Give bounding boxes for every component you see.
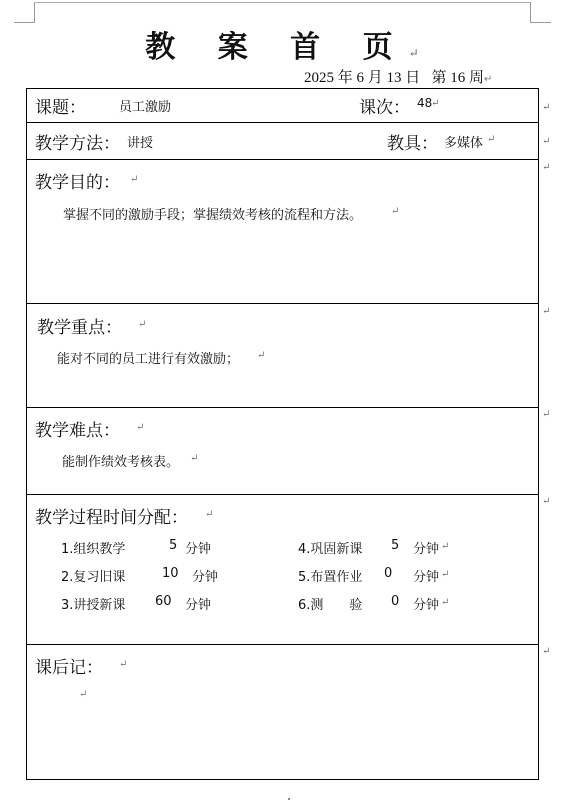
- paragraph-mark: ↵: [257, 350, 266, 361]
- paragraph-mark: ↵: [130, 174, 139, 185]
- allocation-item-unit: 分钟: [185, 542, 212, 557]
- lesson-date: 2025 年 6 月 13 日: [304, 70, 421, 86]
- method-label: 教学方法：: [35, 134, 120, 154]
- objectives-text: 掌握不同的激励手段；掌握绩效考核的流程和方法。: [63, 208, 363, 223]
- tools-value: 多媒体: [444, 136, 484, 151]
- allocation-item-minutes: 10: [162, 566, 179, 581]
- row-end-mark: ↵: [542, 306, 551, 317]
- method-value: 讲授: [127, 136, 154, 151]
- time-allocation-label: 教学过程时间分配：: [35, 508, 188, 528]
- paragraph-mark: ↵: [136, 422, 145, 433]
- session-label: 课次：: [359, 98, 410, 118]
- paragraph-mark: ↵: [408, 46, 419, 60]
- afterclass-section: [27, 645, 538, 779]
- allocation-item-name: 4.巩固新课: [298, 542, 363, 557]
- row-end-mark: ↵: [542, 409, 551, 420]
- page-corner-mark-top-left: [14, 2, 35, 23]
- objectives-section: [27, 160, 538, 304]
- lesson-plan-table: [26, 88, 539, 780]
- allocation-item-name: 3.讲授新课: [61, 598, 126, 613]
- allocation-item-minutes: 60: [155, 594, 172, 609]
- row-end-mark: ↵: [542, 496, 551, 507]
- allocation-item-name: 1.组织教学: [61, 542, 126, 557]
- paragraph-mark: ↵: [441, 597, 450, 608]
- afterclass-label: 课后记：: [35, 658, 103, 678]
- page-header-line: [34, 2, 530, 3]
- keypoints-text: 能对不同的员工进行有效激励；: [57, 352, 240, 367]
- allocation-item-unit: 分钟: [192, 570, 219, 585]
- page-title: 教 案 首 页↵: [145, 30, 419, 65]
- row-end-mark: ↵: [542, 136, 551, 147]
- method-row: [27, 123, 538, 160]
- paragraph-mark: ↵: [79, 689, 88, 700]
- session-value: 48: [417, 96, 433, 110]
- allocation-item-minutes: 0: [391, 594, 400, 609]
- page-corner-mark-top-right: [530, 2, 551, 23]
- allocation-item-minutes: 5: [169, 538, 178, 553]
- difficulties-section: [27, 408, 538, 495]
- topic-value: 员工激励: [119, 100, 172, 115]
- paragraph-mark: ↵: [441, 541, 450, 552]
- row-end-mark: ↵: [542, 102, 551, 113]
- difficulties-text: 能制作绩效考核表。: [62, 455, 180, 470]
- paragraph-mark: ↵: [205, 509, 214, 520]
- paragraph-mark: ↵: [391, 206, 400, 217]
- time-allocation-section: [27, 495, 538, 645]
- date-line: [304, 66, 492, 87]
- allocation-item-minutes: 5: [391, 538, 400, 553]
- topic-label: 课题：: [35, 98, 86, 118]
- page-bottom-dot: [288, 798, 290, 800]
- keypoints-label: 教学重点：: [37, 318, 122, 338]
- paragraph-mark: ↵: [487, 134, 496, 145]
- objectives-label: 教学目的：: [35, 173, 120, 193]
- paragraph-mark: ↵: [138, 319, 147, 330]
- row-end-mark: ↵: [542, 162, 551, 173]
- difficulties-label: 教学难点：: [35, 421, 120, 441]
- allocation-item-unit: 分钟: [413, 598, 440, 613]
- paragraph-mark: ↵: [190, 453, 199, 464]
- allocation-item-unit: 分钟: [185, 598, 212, 613]
- paragraph-mark: ↵: [441, 569, 450, 580]
- allocation-item-name: 5.布置作业: [298, 570, 363, 585]
- paragraph-mark: ↵: [119, 659, 128, 670]
- keypoints-section: [27, 304, 538, 408]
- allocation-item-name: 2.复习旧课: [61, 570, 126, 585]
- paragraph-mark: ↵: [484, 74, 493, 85]
- allocation-item-name: 6.测 验: [298, 598, 363, 613]
- paragraph-mark: ↵: [431, 98, 440, 109]
- topic-row: [27, 89, 538, 123]
- row-end-mark: ↵: [542, 646, 551, 657]
- allocation-item-minutes: 0: [384, 566, 393, 581]
- tools-label: 教具：: [387, 134, 438, 154]
- lesson-week: 第 16 周: [431, 70, 485, 86]
- allocation-item-unit: 分钟: [413, 542, 440, 557]
- allocation-item-unit: 分钟: [413, 570, 440, 585]
